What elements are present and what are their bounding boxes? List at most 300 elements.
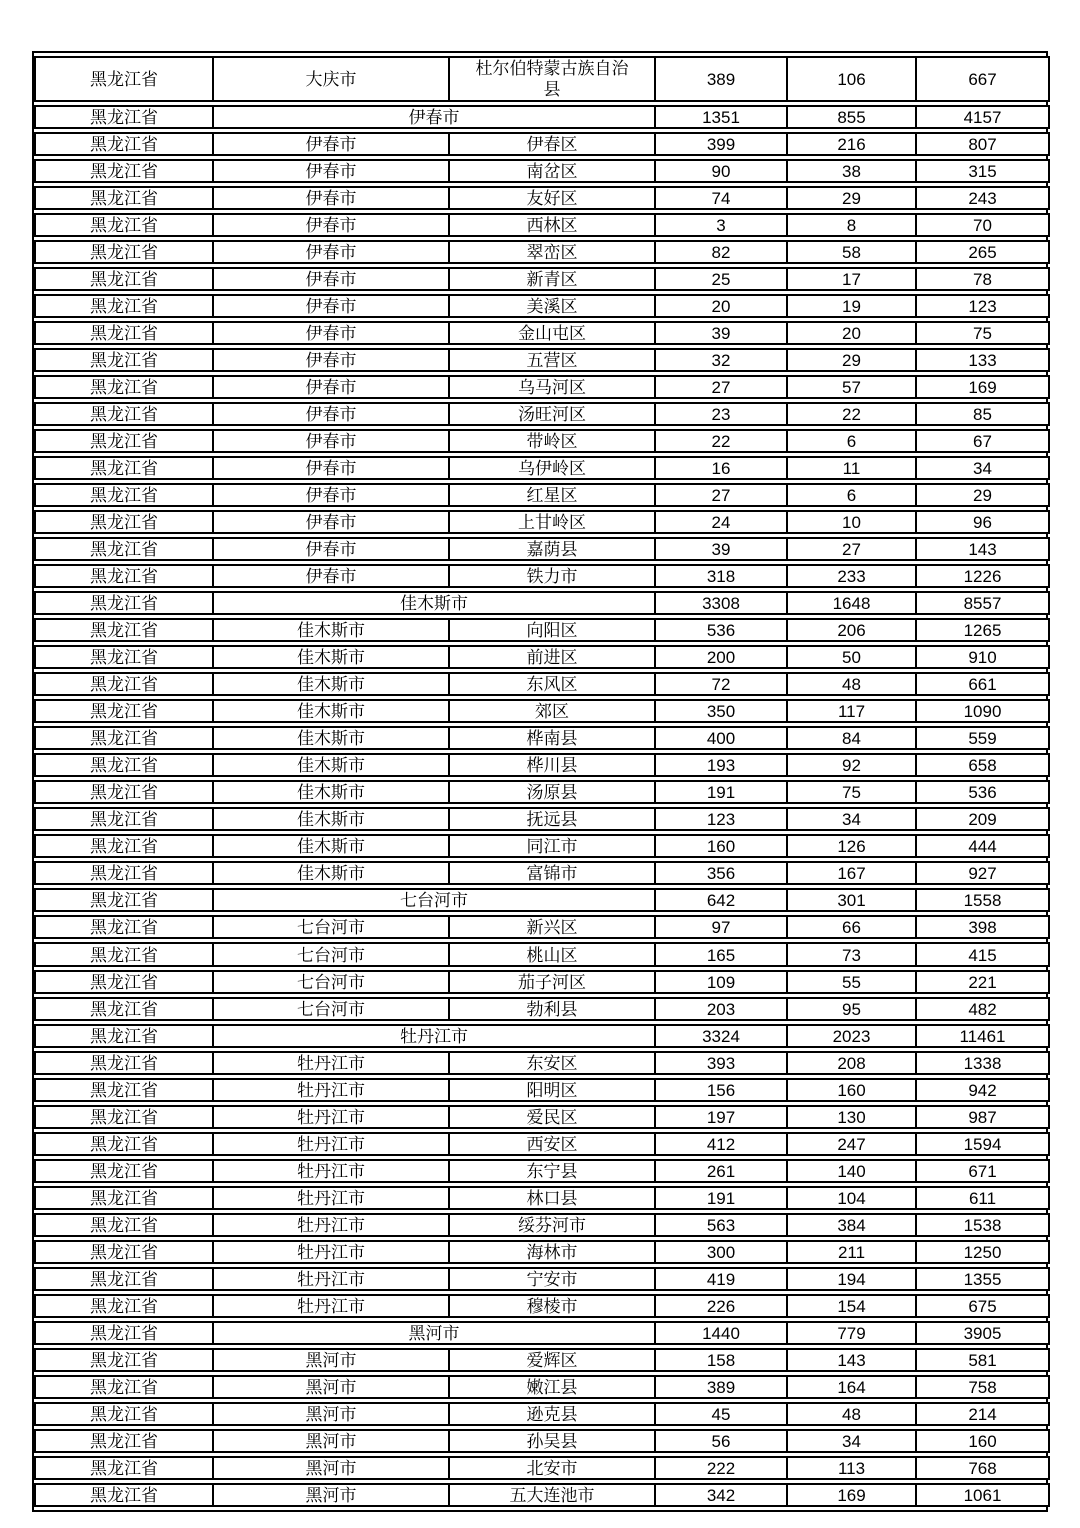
- value-cell-text: 642: [706, 891, 736, 911]
- city-cell-text: 伊春市: [305, 432, 357, 452]
- value-cell: [915, 1078, 1050, 1102]
- city-cell: [212, 1078, 448, 1102]
- province-cell: [34, 348, 212, 372]
- table-row: [34, 861, 1050, 885]
- district-cell: [448, 1051, 654, 1075]
- city-cell-text: 佳木斯市: [297, 837, 365, 857]
- province-cell: [34, 888, 212, 912]
- value-cell: [654, 537, 786, 561]
- province-cell: [34, 1213, 212, 1237]
- province-cell-text: 黑龙江省: [90, 1485, 158, 1505]
- province-statistics-table: [32, 51, 1048, 1512]
- city-cell-text: 佳木斯市: [297, 810, 365, 830]
- district-cell-text: 美溪区: [526, 297, 578, 317]
- value-cell-text: 84: [842, 729, 861, 749]
- city-summary-cell: [212, 591, 654, 615]
- table-row: [34, 510, 1050, 534]
- value-cell-text: 563: [706, 1215, 736, 1235]
- table-body: [34, 56, 1050, 1507]
- value-cell: [786, 564, 915, 588]
- table-row: [34, 213, 1050, 237]
- table-row: [34, 1213, 1050, 1237]
- district-cell: [448, 402, 654, 426]
- value-cell: [654, 1159, 786, 1183]
- city-cell-text: 伊春市: [305, 567, 357, 587]
- value-cell-text: 399: [706, 135, 736, 155]
- value-cell: [915, 1402, 1050, 1426]
- city-cell-text: 佳木斯市: [297, 756, 365, 776]
- value-cell: [786, 645, 915, 669]
- table-row: [34, 159, 1050, 183]
- province-cell: [34, 105, 212, 129]
- table-row: [34, 537, 1050, 561]
- province-cell: [34, 699, 212, 723]
- province-cell: [34, 321, 212, 345]
- value-cell-text: 243: [968, 189, 997, 209]
- value-cell: [654, 997, 786, 1021]
- province-cell: [34, 1429, 212, 1453]
- city-summary-cell-text: 佳木斯市: [400, 594, 468, 614]
- district-cell: [448, 1456, 654, 1480]
- table-row: [34, 402, 1050, 426]
- value-cell: [915, 645, 1050, 669]
- province-cell: [34, 726, 212, 750]
- city-cell: [212, 537, 448, 561]
- province-cell: [34, 1240, 212, 1264]
- value-cell: [915, 348, 1050, 372]
- value-cell: [915, 888, 1050, 912]
- value-cell: [786, 942, 915, 966]
- province-cell: [34, 510, 212, 534]
- value-cell-text: 942: [968, 1080, 997, 1100]
- table-row: [34, 132, 1050, 156]
- value-cell-text: 206: [837, 621, 866, 641]
- district-cell-text: 阳明区: [526, 1080, 578, 1100]
- value-cell: [654, 510, 786, 534]
- district-cell: [448, 1240, 654, 1264]
- value-cell-text: 39: [711, 324, 731, 344]
- province-cell-text: 黑龙江省: [90, 837, 158, 857]
- city-cell: [212, 1429, 448, 1453]
- province-cell: [34, 645, 212, 669]
- value-cell: [786, 1105, 915, 1129]
- district-cell-text: 乌伊岭区: [518, 459, 586, 479]
- value-cell-text: 671: [968, 1161, 997, 1181]
- district-cell-text: 伊春区: [526, 135, 578, 155]
- province-cell-text: 黑龙江省: [90, 675, 158, 695]
- value-cell: [786, 1321, 915, 1345]
- value-cell: [786, 888, 915, 912]
- value-cell: [915, 861, 1050, 885]
- value-cell-text: 389: [706, 70, 736, 89]
- value-cell: [654, 294, 786, 318]
- district-cell-text: 杜尔伯特蒙古族自治县: [475, 59, 629, 99]
- city-cell-text: 牡丹江市: [297, 1161, 365, 1181]
- province-cell-text: 黑龙江省: [90, 621, 158, 641]
- district-cell: [448, 537, 654, 561]
- value-cell-text: 1265: [963, 621, 1002, 641]
- district-cell: [448, 1483, 654, 1507]
- city-cell: [212, 915, 448, 939]
- value-cell-text: 3308: [702, 594, 740, 614]
- value-cell-text: 72: [711, 675, 731, 695]
- district-cell: [448, 213, 654, 237]
- value-cell-text: 25: [711, 270, 731, 290]
- table-row: [34, 618, 1050, 642]
- value-cell-text: 22: [842, 405, 861, 425]
- city-cell-text: 伊春市: [305, 297, 357, 317]
- district-cell-text: 汤旺河区: [518, 405, 586, 425]
- value-cell: [786, 699, 915, 723]
- value-cell: [786, 1213, 915, 1237]
- district-cell-text: 嫩江县: [526, 1377, 578, 1397]
- city-cell: [212, 1240, 448, 1264]
- value-cell: [915, 970, 1050, 994]
- city-summary-cell-text: 黑河市: [408, 1323, 460, 1343]
- value-cell: [915, 753, 1050, 777]
- value-cell-text: 356: [706, 864, 736, 884]
- value-cell-text: 55: [842, 972, 861, 992]
- value-cell-text: 96: [973, 513, 992, 533]
- table-row: [34, 970, 1050, 994]
- value-cell-text: 27: [711, 378, 731, 398]
- value-cell-text: 20: [711, 297, 731, 317]
- value-cell: [654, 375, 786, 399]
- value-cell-text: 419: [706, 1269, 736, 1289]
- value-cell-text: 11: [842, 459, 861, 479]
- province-cell: [34, 753, 212, 777]
- value-cell: [915, 1213, 1050, 1237]
- table-row: [34, 1402, 1050, 1426]
- value-cell-text: 611: [968, 1188, 997, 1208]
- value-cell-text: 167: [837, 864, 866, 884]
- table-row: [34, 807, 1050, 831]
- province-cell: [34, 564, 212, 588]
- value-cell-text: 193: [706, 756, 736, 776]
- city-cell-text: 佳木斯市: [297, 621, 365, 641]
- value-cell: [654, 1078, 786, 1102]
- value-cell-text: 117: [837, 702, 866, 722]
- value-cell: [654, 483, 786, 507]
- value-cell: [654, 1240, 786, 1264]
- province-cell: [34, 483, 212, 507]
- value-cell: [915, 510, 1050, 534]
- province-cell-text: 黑龙江省: [90, 1026, 158, 1046]
- city-cell-text: 伊春市: [305, 162, 357, 182]
- value-cell: [915, 1483, 1050, 1507]
- table-row: [34, 1051, 1050, 1075]
- province-cell: [34, 942, 212, 966]
- value-cell: [786, 672, 915, 696]
- value-cell-text: 19: [842, 297, 861, 317]
- value-cell: [786, 348, 915, 372]
- district-cell: [448, 807, 654, 831]
- value-cell-text: 581: [968, 1350, 997, 1370]
- value-cell-text: 160: [706, 837, 736, 857]
- value-cell-text: 22: [711, 432, 731, 452]
- table-row: [34, 1186, 1050, 1210]
- city-cell-text: 牡丹江市: [297, 1296, 365, 1316]
- value-cell: [915, 672, 1050, 696]
- value-cell: [915, 267, 1050, 291]
- value-cell: [915, 807, 1050, 831]
- district-cell: [448, 645, 654, 669]
- district-cell-text: 北安市: [526, 1458, 578, 1478]
- value-cell-text: 109: [706, 972, 736, 992]
- value-cell: [654, 1213, 786, 1237]
- province-cell-text: 黑龙江省: [90, 1377, 158, 1397]
- city-cell-text: 黑河市: [305, 1404, 357, 1424]
- table-row: [34, 456, 1050, 480]
- value-cell-text: 384: [837, 1215, 866, 1235]
- value-cell-text: 169: [837, 1485, 866, 1505]
- city-cell-text: 伊春市: [305, 243, 357, 263]
- district-cell-text: 东宁县: [526, 1161, 578, 1181]
- district-cell: [448, 861, 654, 885]
- district-cell-text: 新青区: [526, 270, 578, 290]
- value-cell-text: 393: [706, 1053, 736, 1073]
- value-cell-text: 154: [837, 1296, 866, 1316]
- value-cell-text: 97: [711, 918, 731, 938]
- district-cell: [448, 726, 654, 750]
- value-cell-text: 23: [711, 405, 731, 425]
- value-cell-text: 29: [842, 189, 861, 209]
- province-cell: [34, 807, 212, 831]
- province-cell: [34, 240, 212, 264]
- province-cell-text: 黑龙江省: [90, 1404, 158, 1424]
- city-cell-text: 黑河市: [305, 1458, 357, 1478]
- value-cell-text: 32: [711, 351, 731, 371]
- value-cell-text: 768: [968, 1458, 997, 1478]
- value-cell: [786, 537, 915, 561]
- value-cell-text: 164: [837, 1377, 866, 1397]
- value-cell-text: 38: [842, 162, 861, 182]
- value-cell-text: 1351: [702, 108, 740, 128]
- value-cell-text: 70: [973, 216, 992, 236]
- value-cell-text: 165: [706, 945, 736, 965]
- district-cell: [448, 1429, 654, 1453]
- value-cell: [915, 429, 1050, 453]
- district-cell: [448, 942, 654, 966]
- value-cell-text: 318: [706, 567, 736, 587]
- province-cell-text: 黑龙江省: [90, 297, 158, 317]
- value-cell-text: 73: [842, 945, 861, 965]
- district-cell: [448, 1105, 654, 1129]
- city-cell-text: 伊春市: [305, 540, 357, 560]
- value-cell-text: 758: [968, 1377, 997, 1397]
- district-cell-text: 南岔区: [526, 162, 578, 182]
- province-cell-text: 黑龙江省: [90, 216, 158, 236]
- district-cell: [448, 780, 654, 804]
- value-cell: [915, 1051, 1050, 1075]
- city-cell: [212, 348, 448, 372]
- district-cell-text: 嘉荫县: [526, 540, 578, 560]
- value-cell-text: 169: [968, 378, 997, 398]
- value-cell-text: 1090: [963, 702, 1002, 722]
- province-cell-text: 黑龙江省: [90, 270, 158, 290]
- city-cell: [212, 834, 448, 858]
- table-row: [34, 1456, 1050, 1480]
- value-cell-text: 559: [968, 729, 997, 749]
- table-row: [34, 375, 1050, 399]
- value-cell: [786, 1402, 915, 1426]
- value-cell-text: 1061: [963, 1485, 1002, 1505]
- table-row: [34, 997, 1050, 1021]
- city-summary-cell-text: 伊春市: [408, 108, 460, 128]
- value-cell: [654, 105, 786, 129]
- city-cell: [212, 1051, 448, 1075]
- province-cell-text: 黑龙江省: [90, 1215, 158, 1235]
- province-cell-text: 黑龙江省: [90, 1269, 158, 1289]
- city-cell: [212, 997, 448, 1021]
- value-cell: [654, 564, 786, 588]
- value-cell-text: 66: [842, 918, 861, 938]
- value-cell: [915, 1159, 1050, 1183]
- value-cell: [786, 591, 915, 615]
- table-row: [34, 1483, 1050, 1507]
- province-cell-text: 黑龙江省: [90, 1350, 158, 1370]
- value-cell-text: 160: [837, 1080, 866, 1100]
- table-row: [34, 483, 1050, 507]
- table-row: [34, 780, 1050, 804]
- value-cell: [654, 591, 786, 615]
- province-cell: [34, 618, 212, 642]
- province-cell-text: 黑龙江省: [90, 1107, 158, 1127]
- value-cell-text: 123: [968, 297, 997, 317]
- province-cell: [34, 997, 212, 1021]
- district-cell-text: 五大连池市: [509, 1485, 595, 1505]
- value-cell: [786, 1132, 915, 1156]
- value-cell: [786, 1186, 915, 1210]
- district-cell-text: 汤原县: [526, 783, 578, 803]
- province-cell-text: 黑龙江省: [90, 486, 158, 506]
- city-cell-text: 佳木斯市: [297, 675, 365, 695]
- city-summary-cell: [212, 888, 654, 912]
- value-cell: [654, 1267, 786, 1291]
- table-row: [34, 672, 1050, 696]
- city-summary-cell-text: 牡丹江市: [400, 1026, 468, 1046]
- value-cell: [786, 321, 915, 345]
- value-cell-text: 482: [968, 999, 997, 1019]
- city-cell: [212, 1375, 448, 1399]
- value-cell: [915, 186, 1050, 210]
- value-cell: [786, 1267, 915, 1291]
- district-cell-text: 林口县: [526, 1188, 578, 1208]
- value-cell-text: 106: [837, 70, 866, 89]
- value-cell-text: 8557: [963, 594, 1002, 614]
- value-cell-text: 342: [706, 1485, 736, 1505]
- value-cell: [654, 348, 786, 372]
- value-cell: [654, 970, 786, 994]
- value-cell-text: 11461: [959, 1026, 1006, 1046]
- value-cell: [915, 456, 1050, 480]
- province-cell-text: 黑龙江省: [90, 1188, 158, 1208]
- value-cell: [654, 186, 786, 210]
- value-cell-text: 927: [968, 864, 997, 884]
- value-cell-text: 78: [973, 270, 992, 290]
- value-cell-text: 8: [846, 216, 857, 236]
- value-cell-text: 191: [706, 1188, 736, 1208]
- city-cell: [212, 564, 448, 588]
- province-cell: [34, 56, 212, 102]
- city-cell-text: 牡丹江市: [297, 1269, 365, 1289]
- province-cell: [34, 970, 212, 994]
- province-cell: [34, 1159, 212, 1183]
- value-cell: [786, 780, 915, 804]
- value-cell-text: 910: [968, 648, 997, 668]
- value-cell: [786, 753, 915, 777]
- province-cell: [34, 1105, 212, 1129]
- province-cell: [34, 159, 212, 183]
- value-cell-text: 16: [711, 459, 731, 479]
- province-cell: [34, 915, 212, 939]
- value-cell-text: 143: [837, 1350, 866, 1370]
- value-cell: [786, 1429, 915, 1453]
- value-cell: [654, 1024, 786, 1048]
- city-cell-text: 伊春市: [305, 324, 357, 344]
- city-summary-row: [34, 105, 1050, 129]
- value-cell: [786, 267, 915, 291]
- value-cell: [654, 699, 786, 723]
- district-cell-text: 五营区: [526, 351, 578, 371]
- province-cell: [34, 861, 212, 885]
- district-cell-text: 海林市: [526, 1242, 578, 1262]
- value-cell: [786, 240, 915, 264]
- province-cell: [34, 456, 212, 480]
- value-cell: [786, 1051, 915, 1075]
- district-cell-text: 西安区: [526, 1134, 578, 1154]
- city-cell: [212, 1132, 448, 1156]
- value-cell: [786, 618, 915, 642]
- table-row: [34, 186, 1050, 210]
- table-row: [34, 1105, 1050, 1129]
- city-cell-text: 七台河市: [297, 918, 365, 938]
- district-cell: [448, 348, 654, 372]
- district-cell: [448, 1213, 654, 1237]
- value-cell-text: 113: [837, 1458, 866, 1478]
- district-cell-text: 西林区: [526, 216, 578, 236]
- district-cell: [448, 375, 654, 399]
- value-cell: [915, 780, 1050, 804]
- city-summary-cell-text: 七台河市: [400, 891, 468, 911]
- district-cell: [448, 834, 654, 858]
- district-cell: [448, 699, 654, 723]
- value-cell: [915, 1348, 1050, 1372]
- district-cell: [448, 483, 654, 507]
- value-cell-text: 67: [973, 432, 992, 452]
- city-cell: [212, 132, 448, 156]
- province-cell-text: 黑龙江省: [90, 891, 158, 911]
- city-cell: [212, 645, 448, 669]
- value-cell-text: 444: [968, 837, 997, 857]
- value-cell-text: 658: [968, 756, 997, 776]
- city-summary-row: [34, 1024, 1050, 1048]
- city-cell: [212, 159, 448, 183]
- value-cell-text: 211: [837, 1242, 866, 1262]
- province-cell-text: 黑龙江省: [90, 459, 158, 479]
- value-cell-text: 27: [842, 540, 861, 560]
- city-cell: [212, 1348, 448, 1372]
- table-row: [34, 834, 1050, 858]
- province-cell-text: 黑龙江省: [90, 432, 158, 452]
- city-cell-text: 大庆市: [305, 70, 357, 89]
- district-cell: [448, 1294, 654, 1318]
- value-cell-text: 1648: [832, 594, 871, 614]
- district-cell-text: 新兴区: [526, 918, 578, 938]
- province-cell-text: 黑龙江省: [90, 1242, 158, 1262]
- city-cell: [212, 780, 448, 804]
- province-cell-text: 黑龙江省: [90, 783, 158, 803]
